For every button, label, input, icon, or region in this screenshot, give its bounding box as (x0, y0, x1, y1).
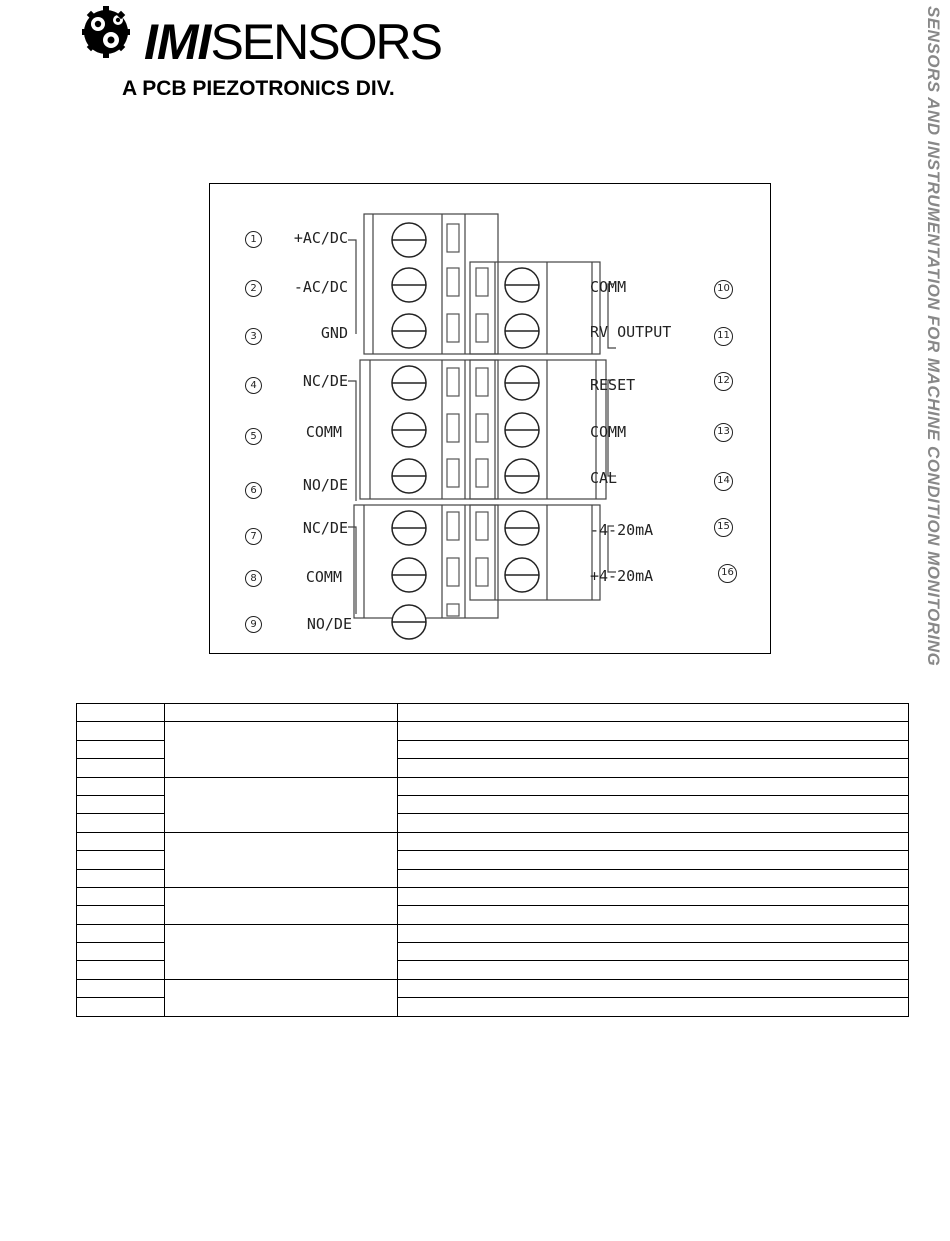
table-row (77, 722, 909, 740)
table-cell-description (398, 740, 909, 758)
terminal-label: NO/DE (306, 615, 352, 633)
company-logo (80, 4, 480, 100)
table-cell-group (165, 777, 398, 832)
table-cell-description (398, 979, 909, 997)
table-row (77, 979, 909, 997)
terminal-label: COMM (305, 423, 342, 441)
table-cell-pin (77, 887, 165, 905)
terminal-label: RESET (590, 376, 636, 394)
terminal-label: -4-20mA (590, 521, 654, 539)
table-cell-group (165, 887, 398, 924)
terminal-label: COMM (590, 278, 627, 296)
terminal-label: +4-20mA (590, 567, 654, 585)
terminal-number: 5 (245, 428, 262, 445)
terminal-label: NC/DE (302, 372, 348, 390)
terminal-number: 1 (245, 231, 262, 248)
terminal-number: 6 (245, 482, 262, 499)
table-cell-description (398, 906, 909, 924)
terminal-diagram (209, 183, 771, 654)
table-row (77, 777, 909, 795)
terminal-number: 4 (245, 377, 262, 394)
table-cell-pin (77, 795, 165, 813)
terminal-number: 13 (714, 423, 733, 442)
brand-bold: IMI (144, 14, 211, 70)
table-cell-pin (77, 777, 165, 795)
table-cell-group (165, 722, 398, 777)
table-cell-description (398, 777, 909, 795)
terminal-number: 9 (245, 616, 262, 633)
table-cell-description (398, 814, 909, 832)
table-cell-description (398, 869, 909, 887)
table-cell-group (165, 832, 398, 887)
table-cell-pin (77, 924, 165, 942)
terminal-label: COMM (305, 568, 342, 586)
table-cell-description (398, 759, 909, 777)
gear-logo-icon (80, 4, 144, 64)
table-cell-pin (77, 998, 165, 1016)
table-cell-pin (77, 869, 165, 887)
pin-assignment-table (76, 703, 909, 1017)
table-cell-description (398, 943, 909, 961)
table-cell-pin (77, 979, 165, 997)
terminal-number: 10 (714, 280, 733, 299)
table-cell-description (398, 832, 909, 850)
brand-division: A PCB PIEZOTRONICS DIV. (122, 77, 395, 100)
table-row (77, 924, 909, 942)
table-cell-pin (77, 943, 165, 961)
terminal-label: NO/DE (302, 476, 348, 494)
table-cell-pin (77, 814, 165, 832)
table-cell-pin (77, 961, 165, 979)
table-row (77, 704, 909, 722)
table-cell-pin (77, 759, 165, 777)
terminal-number: 3 (245, 328, 262, 345)
table-cell-group (165, 704, 398, 722)
terminal-number: 8 (245, 570, 262, 587)
terminal-number: 14 (714, 472, 733, 491)
table-cell-description (398, 998, 909, 1016)
terminal-label: COMM (590, 423, 627, 441)
terminal-number: 15 (714, 518, 733, 537)
terminal-label: GND (320, 324, 348, 342)
terminal-label: CAL (590, 469, 618, 487)
table-cell-pin (77, 906, 165, 924)
table-cell-group (165, 924, 398, 979)
table-row (77, 832, 909, 850)
terminal-number: 16 (718, 564, 737, 583)
terminal-label: RV OUTPUT (590, 323, 672, 341)
table-cell-description (398, 887, 909, 905)
table-cell-pin (77, 740, 165, 758)
table-cell-description (398, 722, 909, 740)
table-cell-description (398, 795, 909, 813)
table-cell-description (398, 961, 909, 979)
terminal-number: 7 (245, 528, 262, 545)
table-cell-description (398, 851, 909, 869)
table-cell-pin (77, 851, 165, 869)
table-cell-pin (77, 722, 165, 740)
table-cell-group (165, 979, 398, 1016)
terminal-number: 2 (245, 280, 262, 297)
table-row (77, 887, 909, 905)
table-cell-pin (77, 832, 165, 850)
brand-wordmark (144, 12, 441, 72)
terminal-label: NC/DE (302, 519, 348, 537)
table-cell-pin (77, 704, 165, 722)
terminal-label: -AC/DC (293, 278, 348, 296)
terminal-number: 11 (714, 327, 733, 346)
terminal-label: +AC/DC (293, 229, 348, 247)
side-tagline: SENSORS AND INSTRUMENTATION FOR MACHINE CONDITION MONITORING (924, 6, 943, 667)
table-cell-description (398, 924, 909, 942)
table-cell-description (398, 704, 909, 722)
brand-light: SENSORS (210, 14, 441, 70)
terminal-number: 12 (714, 372, 733, 391)
